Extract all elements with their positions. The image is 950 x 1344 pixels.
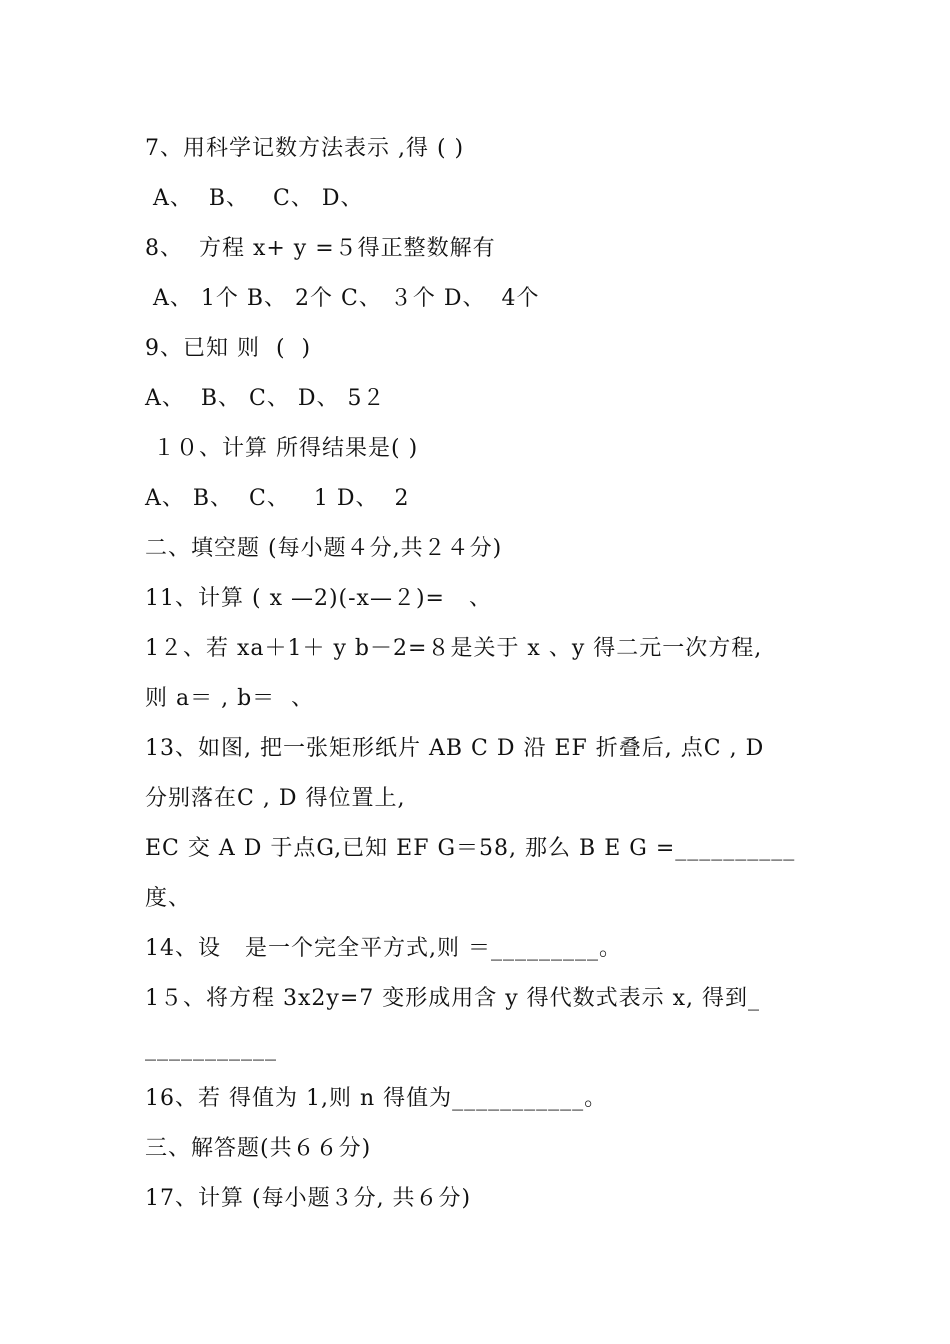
question-9: 9、已知 则 ( )	[145, 336, 312, 361]
question-13-unit: 度、	[145, 886, 192, 911]
question-12: 1２、若 xa＋1＋ y b－2=８是关于 x 、y 得二元一次方程,	[145, 636, 763, 661]
question-10: １０、计算 所得结果是( )	[145, 436, 419, 461]
question-11: 11、计算 ( x —2)(-x—２)= 、	[145, 586, 492, 611]
question-10-options: A、 B、 C、 1 D、 2	[145, 486, 410, 511]
question-15-blank: ___________	[145, 1036, 277, 1061]
question-16: 16、若 得值为 1,则 n 得值为___________。	[145, 1086, 608, 1111]
section-answer-heading: 三、解答题(共６６分)	[145, 1136, 372, 1161]
question-7: 7、用科学记数方法表示 ,得 ( )	[145, 136, 465, 161]
question-8: 8、 方程 x+ y =５得正整数解有	[145, 236, 496, 261]
question-13-continued: 分别落在C , D 得位置上,	[145, 786, 406, 811]
question-14: 14、设 是一个完全平方式,则 ＝_________。	[145, 936, 622, 961]
question-9-options: A、 B、 C、 D、 5２	[145, 386, 386, 411]
section-fill-in-heading: 二、填空题 (每小题４分,共２４分)	[145, 536, 503, 561]
question-8-options: A、 1个 B、 2个 C、 ３个 D、 4个	[145, 286, 540, 311]
question-13-statement: EC 交 A D 于点G,已知 EF G＝58, 那么 B E G =__________	[145, 836, 796, 861]
question-15: 1５、将方程 3x2y=7 变形成用含 y 得代数式表示 x, 得到_	[145, 986, 761, 1011]
question-12-continued: 则 a＝ , b＝ 、	[145, 686, 315, 711]
question-7-options: A、 B、 C、 D、	[145, 186, 364, 211]
question-17: 17、计算 (每小题３分, 共６分)	[145, 1186, 472, 1211]
question-13: 13、如图, 把一张矩形纸片 AB C D 沿 EF 折叠后, 点C , D	[145, 736, 765, 761]
